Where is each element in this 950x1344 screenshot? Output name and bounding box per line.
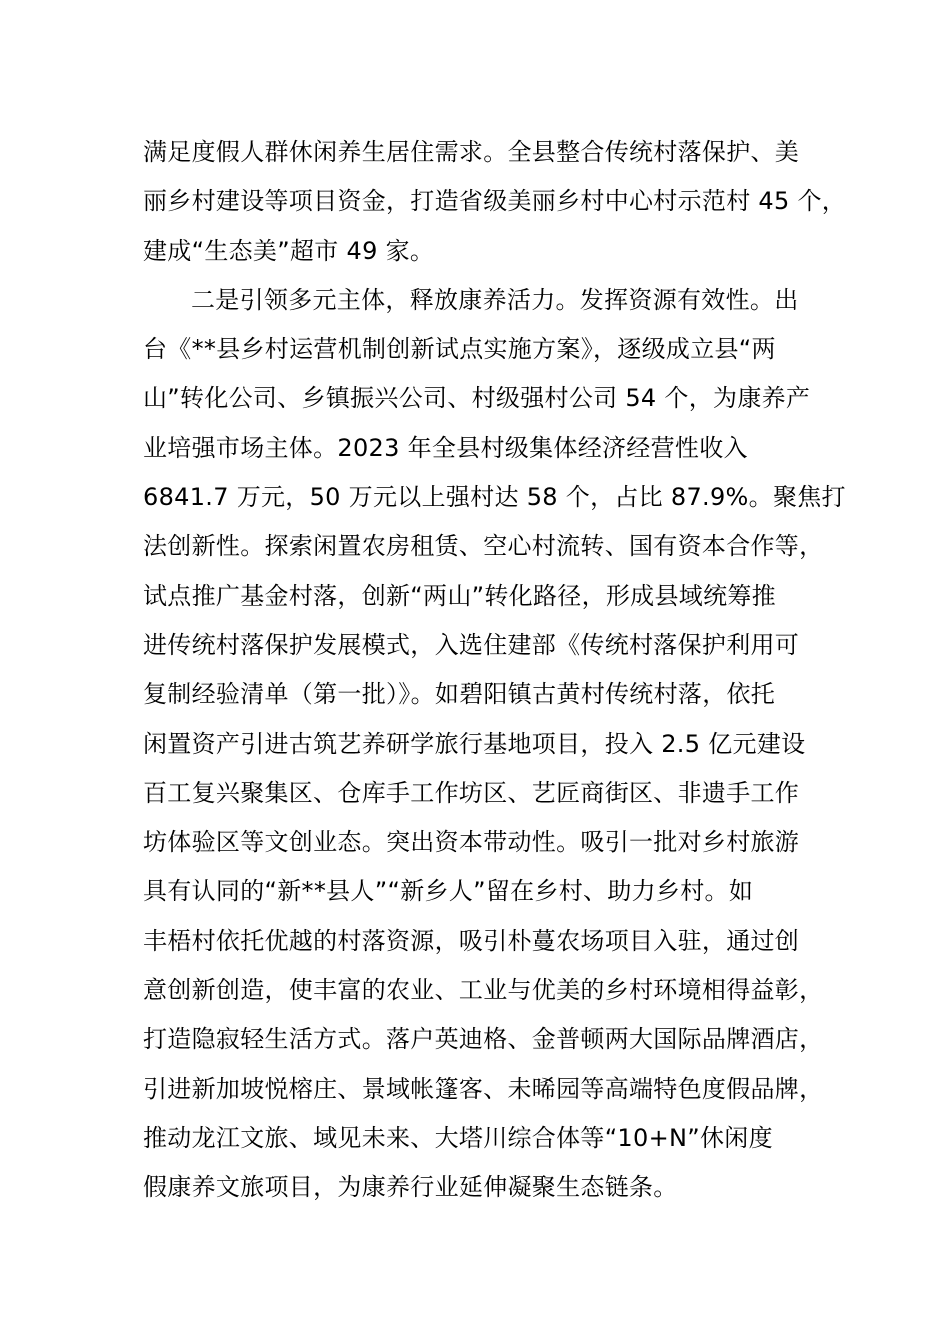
text-line: 打造隐寂轻生活方式。落户英迪格、金普顿两大国际品牌酒店， [143, 1025, 824, 1054]
text-line: 6841.7 万元，50 万元以上强村达 58 个，占比 87.9%。聚焦打 [143, 483, 846, 512]
text-line: 具有认同的“新**县人”“新乡人”留在乡村、助力乡村。如 [143, 877, 754, 906]
body-text [143, 128, 847, 1213]
text-line: 假康养文旅项目，为康养行业延伸凝聚生态链条。 [143, 1173, 678, 1202]
text-line: 建成“生态美”超市 49 家。 [143, 236, 435, 265]
text-line: 丽乡村建设等项目资金，打造省级美丽乡村中心村示范村 45 个， [143, 187, 847, 216]
text-line: 意创新创造，使丰富的农业、工业与优美的乡村环境相得益彰， [143, 976, 824, 1005]
text-line: 推动龙江文旅、域见未来、大塔川综合体等“10+N”休闲度 [143, 1123, 773, 1152]
text-line: 复制经验清单（第一批）》。如碧阳镇古黄村传统村落，依托 [143, 680, 776, 709]
text-line: 丰梧村依托优越的村落资源，吸引朴蔓农场项目入驻，通过创 [143, 926, 800, 955]
text-line: 业培强市场主体。2023 年全县村级集体经济经营性收入 [143, 433, 748, 462]
text-line: 坊体验区等文创业态。突出资本带动性。吸引一批对乡村旅游 [143, 828, 800, 857]
text-line: 台《**县乡村运营机制创新试点实施方案》，逐级成立县“两 [143, 335, 776, 364]
text-line: 闲置资产引进古筑艺养研学旅行基地项目，投入 2.5 亿元建设 [143, 729, 806, 758]
text-line: 引进新加坡悦榕庄、景域帐篷客、未晞园等高端特色度假品牌， [143, 1074, 824, 1103]
text-line: 进传统村落保护发展模式，入选住建部《传统村落保护利用可 [143, 630, 800, 659]
text-line: 山”转化公司、乡镇振兴公司、村级强村公司 54 个，为康养产 [143, 384, 811, 413]
text-line: 试点推广基金村落，创新“两山”转化路径，形成县域统筹推 [143, 581, 776, 610]
text-line: 满足度假人群休闲养生居住需求。全县整合传统村落保护、美 [143, 138, 800, 166]
text-line: 法创新性。探索闲置农房租赁、空心村流转、国有资本合作等， [143, 532, 824, 561]
text-line: 百工复兴聚集区、仓库手工作坊区、艺匠商街区、非遗手工作 [143, 778, 800, 807]
paragraph-first-line: 二是引领多元主体，释放康养活力。发挥资源有效性。出 [191, 285, 799, 314]
